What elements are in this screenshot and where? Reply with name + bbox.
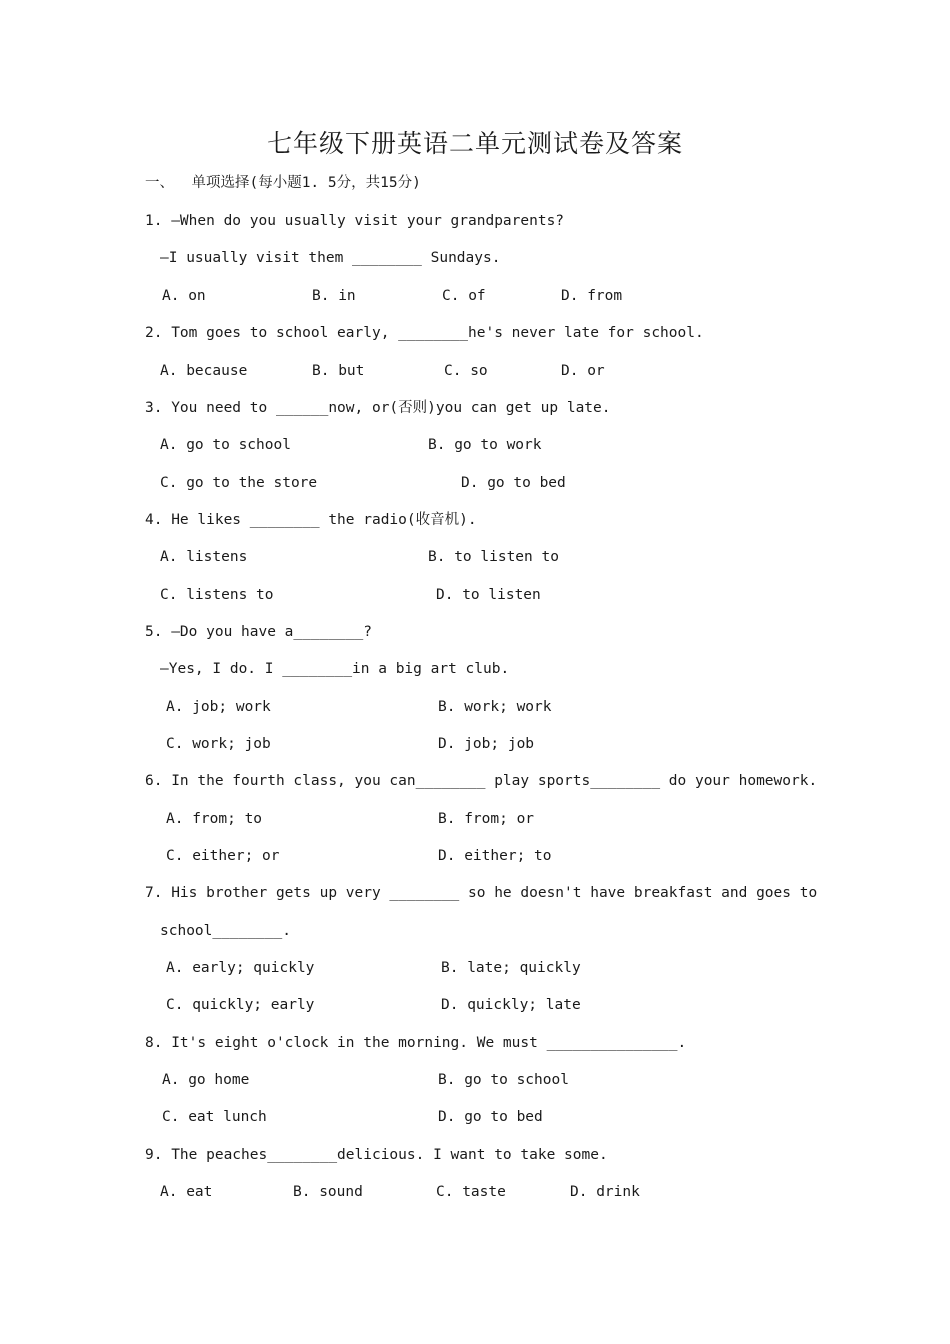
question-8-option-b: B. go to school [438, 1072, 569, 1088]
question-4-option-b: B. to listen to [428, 549, 559, 565]
question-3-option-a: A. go to school [160, 437, 291, 453]
question-8-option-c: C. eat lunch [162, 1109, 267, 1125]
question-7-option-c: C. quickly; early [166, 997, 315, 1013]
question-2-option-c: C. so [444, 363, 488, 379]
question-6-stem: 6. In the fourth class, you can________ play sports________ do your homework. [145, 773, 818, 789]
question-8-stem: 8. It's eight o'clock in the morning. We must _______________. [145, 1035, 687, 1051]
question-4-stem: 4. He likes ________ the radio(收音机). [145, 512, 477, 528]
section-heading: 一、 单项选择(每小题1. 5分，共15分) [145, 175, 421, 191]
question-9-option-a: A. eat [160, 1184, 213, 1200]
question-5-option-a: A. job; work [166, 699, 271, 715]
question-3-option-c: C. go to the store [160, 475, 318, 491]
page-title: 七年级下册英语二单元测试卷及答案 [266, 129, 683, 158]
question-8-option-a: A. go home [162, 1072, 250, 1088]
question-7-stem: 7. His brother gets up very ________ so he doesn't have breakfast and goes to [145, 885, 818, 901]
question-6-option-c: C. either; or [166, 848, 280, 864]
question-2-option-a: A. because [160, 363, 248, 379]
question-7-option-d: D. quickly; late [441, 997, 581, 1013]
question-5-option-b: B. work; work [438, 699, 552, 715]
question-1-option-d: D. from [561, 288, 623, 304]
question-1-stem: 1. —When do you usually visit your grandparents? [145, 213, 565, 229]
question-6-option-a: A. from; to [166, 811, 263, 827]
question-5-option-d: D. job; job [438, 736, 535, 752]
question-3-stem: 3. You need to ______now, or(否则)you can get up late. [145, 400, 611, 416]
question-2-option-b: B. but [312, 363, 365, 379]
question-9-option-b: B. sound [293, 1184, 363, 1200]
question-4-option-c: C. listens to [160, 587, 274, 603]
question-1-option-b: B. in [312, 288, 356, 304]
question-2-option-d: D. or [561, 363, 605, 379]
question-3-option-d: D. go to bed [461, 475, 566, 491]
question-8-option-d: D. go to bed [438, 1109, 543, 1125]
question-1-stem-reply: —I usually visit them ________ Sundays. [160, 250, 501, 266]
question-9-option-d: D. drink [570, 1184, 640, 1200]
question-7-option-b: B. late; quickly [441, 960, 581, 976]
question-9-stem: 9. The peaches________delicious. I want to take some. [145, 1147, 608, 1163]
question-4-option-d: D. to listen [436, 587, 541, 603]
question-6-option-b: B. from; or [438, 811, 535, 827]
question-1-option-a: A. on [162, 288, 206, 304]
question-5-stem-reply: —Yes, I do. I ________in a big art club. [160, 661, 510, 677]
question-2-stem: 2. Tom goes to school early, ________he's never late for school. [145, 325, 704, 341]
question-7-option-a: A. early; quickly [166, 960, 315, 976]
question-4-option-a: A. listens [160, 549, 248, 565]
question-7-stem-continued: school________. [160, 923, 291, 939]
question-5-stem: 5. —Do you have a________? [145, 624, 372, 640]
question-6-option-d: D. either; to [438, 848, 552, 864]
question-9-option-c: C. taste [436, 1184, 506, 1200]
question-3-option-b: B. go to work [428, 437, 542, 453]
question-5-option-c: C. work; job [166, 736, 271, 752]
question-1-option-c: C. of [442, 288, 486, 304]
